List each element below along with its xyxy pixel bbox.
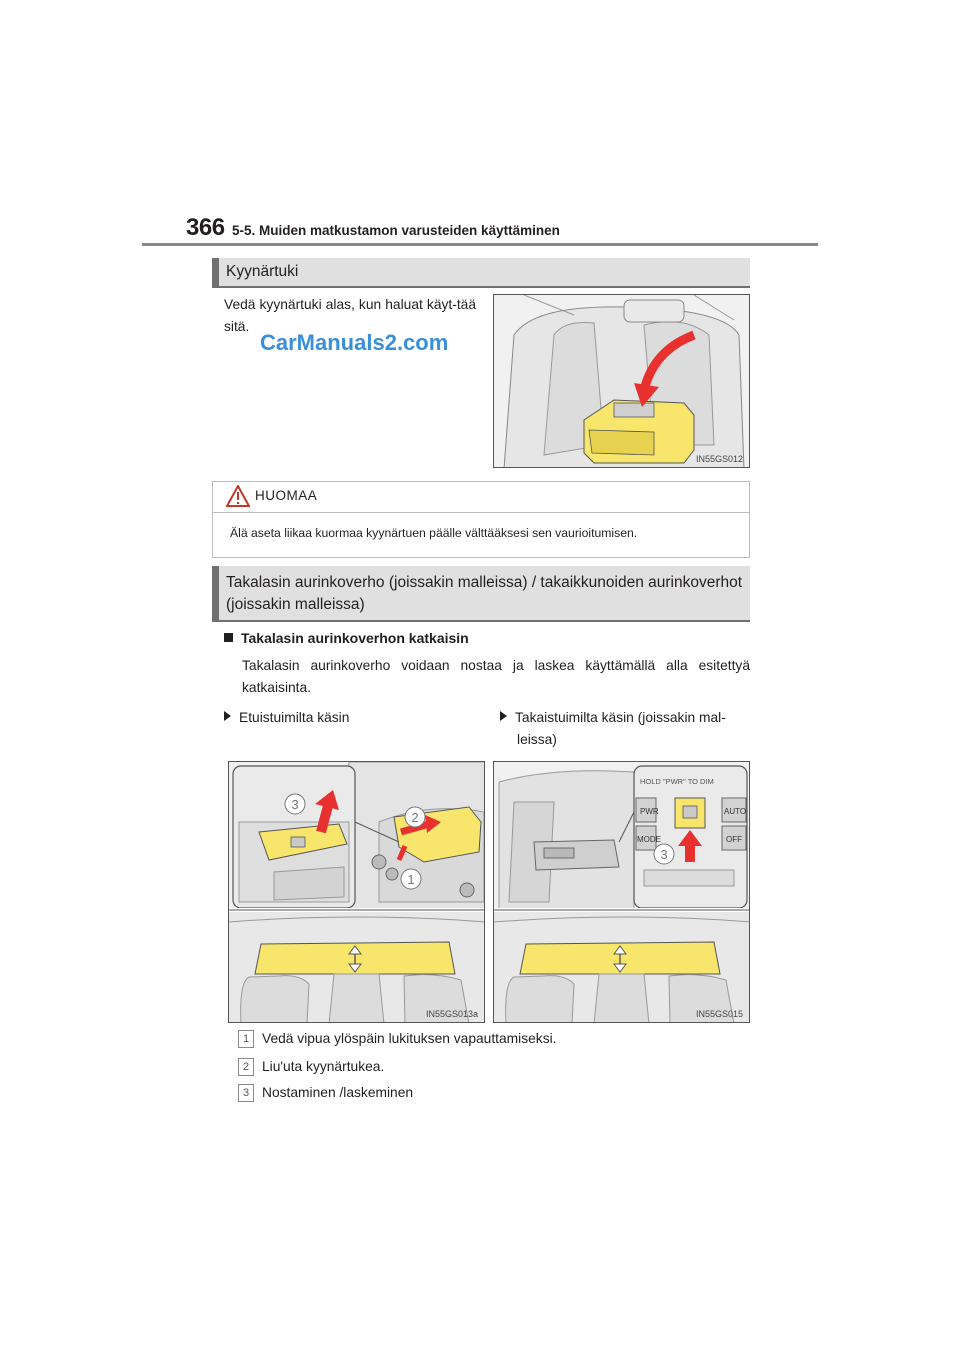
section-title-line1: Takalasin aurinkoverho (joissakin malleissa) / takaikkunoiden aurinkoverhot [226,574,743,591]
panel-label: HOLD "PWR" TO DIM [640,777,714,786]
section-heading-armrest [212,258,750,288]
option-rear-text-2: leissa) [517,732,557,747]
option-front-text: Etuistuimilta käsin [239,710,350,725]
legend-text: Liu'uta kyynärtukea. [262,1059,385,1074]
btn-mode: MODE [637,835,661,844]
figure-id: IN55GS015 [695,1009,743,1019]
option-rear [500,707,750,751]
figure-id: IN55GS013a [425,1009,478,1019]
legend-number: 1 [238,1030,254,1048]
figure-id: IN55GS012 [695,454,743,464]
callout-1: 1 [407,872,415,887]
front-switch-figure [228,761,485,1023]
notice-title: HUOMAA [255,488,318,503]
legend-item [238,1084,413,1102]
option-rear-text-1: Takaistuimilta käsin (joissakin mal- [515,710,726,725]
running-header: 5-5. Muiden matkustamon varusteiden käyttäminen [232,223,560,238]
legend-item [238,1030,557,1048]
header-rule [142,243,818,246]
square-bullet-icon [224,633,233,642]
callout-2: 2 [411,810,419,825]
triangle-bullet-icon [500,711,507,721]
legend-text: Vedä vipua ylöspäin lukituksen vapauttamiseksi. [262,1031,557,1046]
legend-item [238,1058,384,1076]
legend-number: 3 [238,1084,254,1102]
warning-icon [226,485,250,507]
armrest-figure [493,294,750,468]
callout-3-rear: 3 [660,847,668,862]
page-number: 366 [186,214,225,241]
notice-header [213,482,749,513]
triangle-bullet-icon [224,711,231,721]
btn-auto: AUTO [724,807,747,816]
sunshade-description: Takalasin aurinkoverho voidaan nostaa ja laskea käyttämällä alla esitettyä katkaisinta. [242,658,750,695]
notice-text: Älä aseta liikaa kuormaa kyynärtuen päälle välttääksesi sen vaurioitumisen. [230,526,638,540]
btn-pwr: PWR [640,807,659,816]
notice-box [212,481,750,558]
rear-switch-figure [493,761,750,1023]
watermark: CarManuals2.com [260,330,449,355]
section-title-line2: (joissakin malleissa) [226,596,365,613]
armrest-instruction: Vedä kyynärtuki alas, kun haluat käyt-tää sitä. [224,297,476,334]
legend-number: 2 [238,1058,254,1076]
option-front [224,707,349,729]
subheading [224,630,469,646]
callout-3: 3 [291,797,299,812]
section-heading-sunshade [212,566,750,622]
section-title: Kyynärtuki [226,263,299,280]
subheading-text: Takalasin aurinkoverhon katkaisin [241,630,469,646]
legend-text: Nostaminen /laskeminen [262,1085,414,1100]
btn-off: OFF [726,835,742,844]
